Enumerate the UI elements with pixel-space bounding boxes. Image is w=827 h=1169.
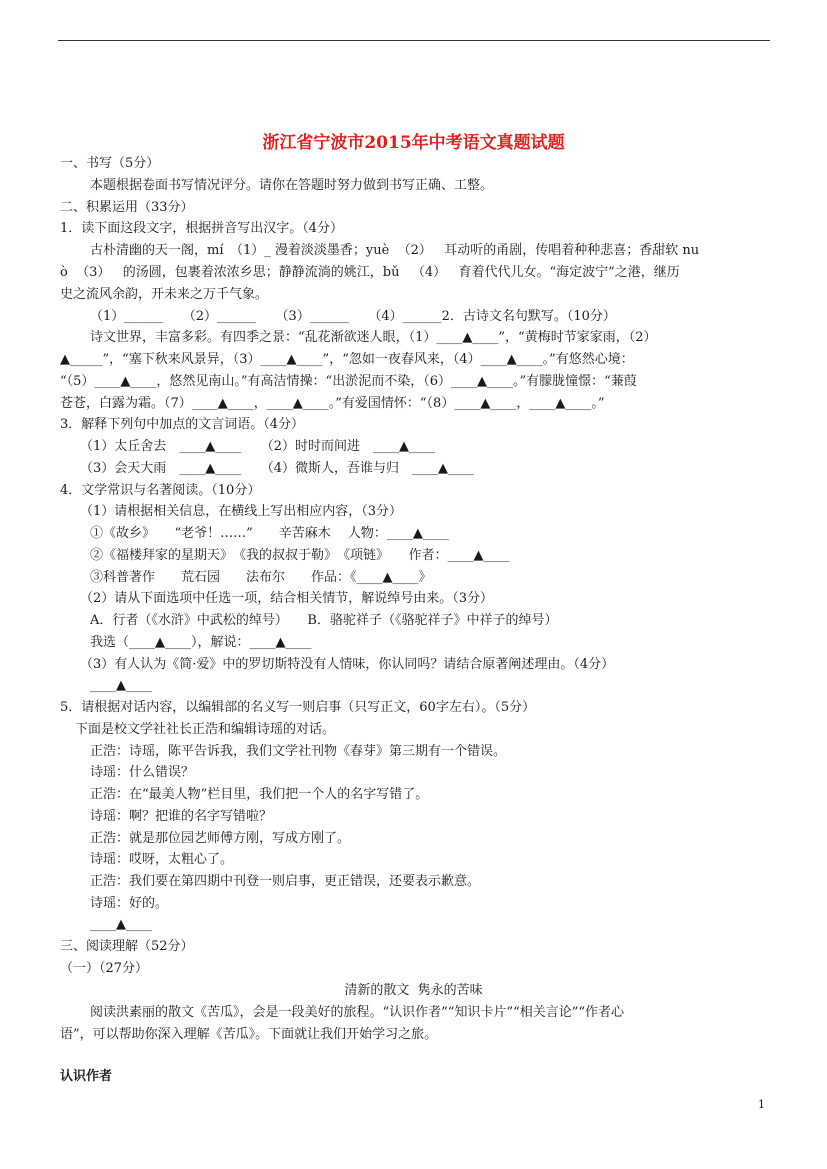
paragraph-line: 古朴清幽的天一阁，mí （1）_ 漫着淡淡墨香；yuè （2） 耳动听的甬剧，传唱着种种悲喜；香甜软 nu (90, 243, 700, 258)
reading-title: 清新的散文 隽永的苦味 (344, 983, 483, 998)
dialogue-line: 正浩：就是那位园艺师傅方刚，写成方刚了。 (90, 831, 351, 846)
sub-question-line: （2）请从下面选项中任选一项，结合相关情节，解说绰号由来。（3分） (80, 591, 494, 606)
answer-line: ②《福楼拜家的星期天》 《我的叔叔于勒》 《项链》 作者：____▲____ (90, 548, 510, 563)
paragraph-line: ▲_____”，“塞下秋来风景异，（3）____▲____”，“忽如一夜春风来，（4）____▲____。”有悠然心境： (60, 352, 634, 367)
paragraph-line: 本题根据卷面书写情况评分。请你在答题时努力做到书写正确、工整。 (90, 178, 494, 193)
answer-line: （1）______ （2）______ （3）______ （4）______2．古诗文名句默写。（10分） (90, 309, 616, 324)
answer-line: （1）太丘舍去 ____▲____ （2）时时而间进 ____▲____ (80, 439, 436, 454)
question-line: 5．请根据对话内容，以编辑部的名义写一则启事（只写正文，60字左右）。（5分） (60, 700, 536, 715)
answer-line: ③科普著作 荒石园 法布尔 作品：《____▲____》 (90, 570, 432, 585)
option-line: A．行者（《水浒》中武松的绰号） B．骆驼祥子（《骆驼祥子》中祥子的绰号） (90, 613, 558, 628)
dialogue-line: 诗瑶：好的。 (90, 896, 169, 911)
sub-section-heading: （一）（27分） (60, 961, 149, 976)
question-line: 4．文学常识与名著阅读。（10分） (60, 483, 261, 498)
paragraph-line: 史之流风余韵，开未来之万千气象。 (60, 287, 269, 302)
answer-line: ____▲____ (90, 917, 152, 932)
dialogue-line: 诗瑶：什么错误？ (90, 765, 195, 780)
header-rule (58, 40, 770, 41)
dialogue-line: 正浩：在“最美人物”栏目里，我们把一个人的名字写错了。 (90, 787, 429, 802)
sub-question-line: （1）请根据相关信息，在横线上写出相应内容，（3分） (80, 504, 403, 519)
section-heading: 三、阅读理解（52分） (60, 939, 194, 954)
paragraph-line: “（5）____▲____，悠然见南山。”有高洁情操：“出淤泥而不染，（6）____▲____。”有朦胧憧憬：“蒹葭 (60, 374, 637, 389)
dialogue-line: 正浩：诗瑶，陈平告诉我，我们文学社刊物《春芽》第三期有一个错误。 (90, 744, 507, 759)
page-number: 1 (758, 1098, 765, 1111)
paragraph-line: 下面是校文学社社长正浩和编辑诗瑶的对话。 (75, 722, 336, 737)
section-heading: 二、积累运用（33分） (60, 200, 194, 215)
paragraph-line: 苍苍，白露为霜。（7）____▲____，____▲____。”有爱国情怀：“（8）____▲____，____▲____。” (60, 396, 605, 411)
question-line: 1．读下面这段文字，根据拼音写出汉字。（4分） (60, 221, 344, 236)
paragraph-line: 阅读洪素丽的散文《苦瓜》，会是一段美好的旅程。“认识作者”“知识卡片”“相关言论”“作者心 (90, 1005, 625, 1020)
document-title: 浙江省宁波市2015年中考语文真题试题 (262, 133, 565, 153)
answer-line: ①《故乡》 “老爷！……” 辛苦麻木 人物：____▲____ (90, 526, 449, 541)
sub-question-line: （3）有人认为《简·爱》中的罗切斯特没有人情味，你认同吗？请结合原著阐述理由。（4分） (80, 657, 615, 672)
section-heading: 一、书写（5分） (60, 156, 160, 171)
dialogue-line: 诗瑶：啊？把谁的名字写错啦？ (90, 809, 273, 824)
dialogue-line: 诗瑶：哎呀，太粗心了。 (90, 852, 234, 867)
answer-line: （3）会天大雨 ____▲____ （4）微斯人，吾谁与归 ____▲____ (80, 461, 475, 476)
dialogue-line: 正浩：我们要在第四期中刊登一则启事，更正错误，还要表示歉意。 (90, 874, 481, 889)
subsection-heading: 认识作者 (60, 1069, 113, 1084)
answer-line: ____▲____ (90, 678, 152, 693)
question-line: 3．解释下列句中加点的文言词语。（4分） (60, 417, 305, 432)
paragraph-line: ò （3） 的汤圆，包裹着浓浓乡思；静静流淌的姚江，bǔ （4） 育着代代儿女。“海定波宁”之港，继历 (60, 265, 680, 280)
answer-line: 我选（____▲____），解说：____▲____ (90, 635, 312, 650)
paragraph-line: 语”，可以帮助你深入理解《苦瓜》。下面就让我们开始学习之旅。 (60, 1027, 438, 1042)
paragraph-line: 诗文世界，丰富多彩。有四季之景：“乱花渐欲迷人眼，（1）____▲____”，“黄梅时节家家雨，（2） (90, 330, 657, 345)
